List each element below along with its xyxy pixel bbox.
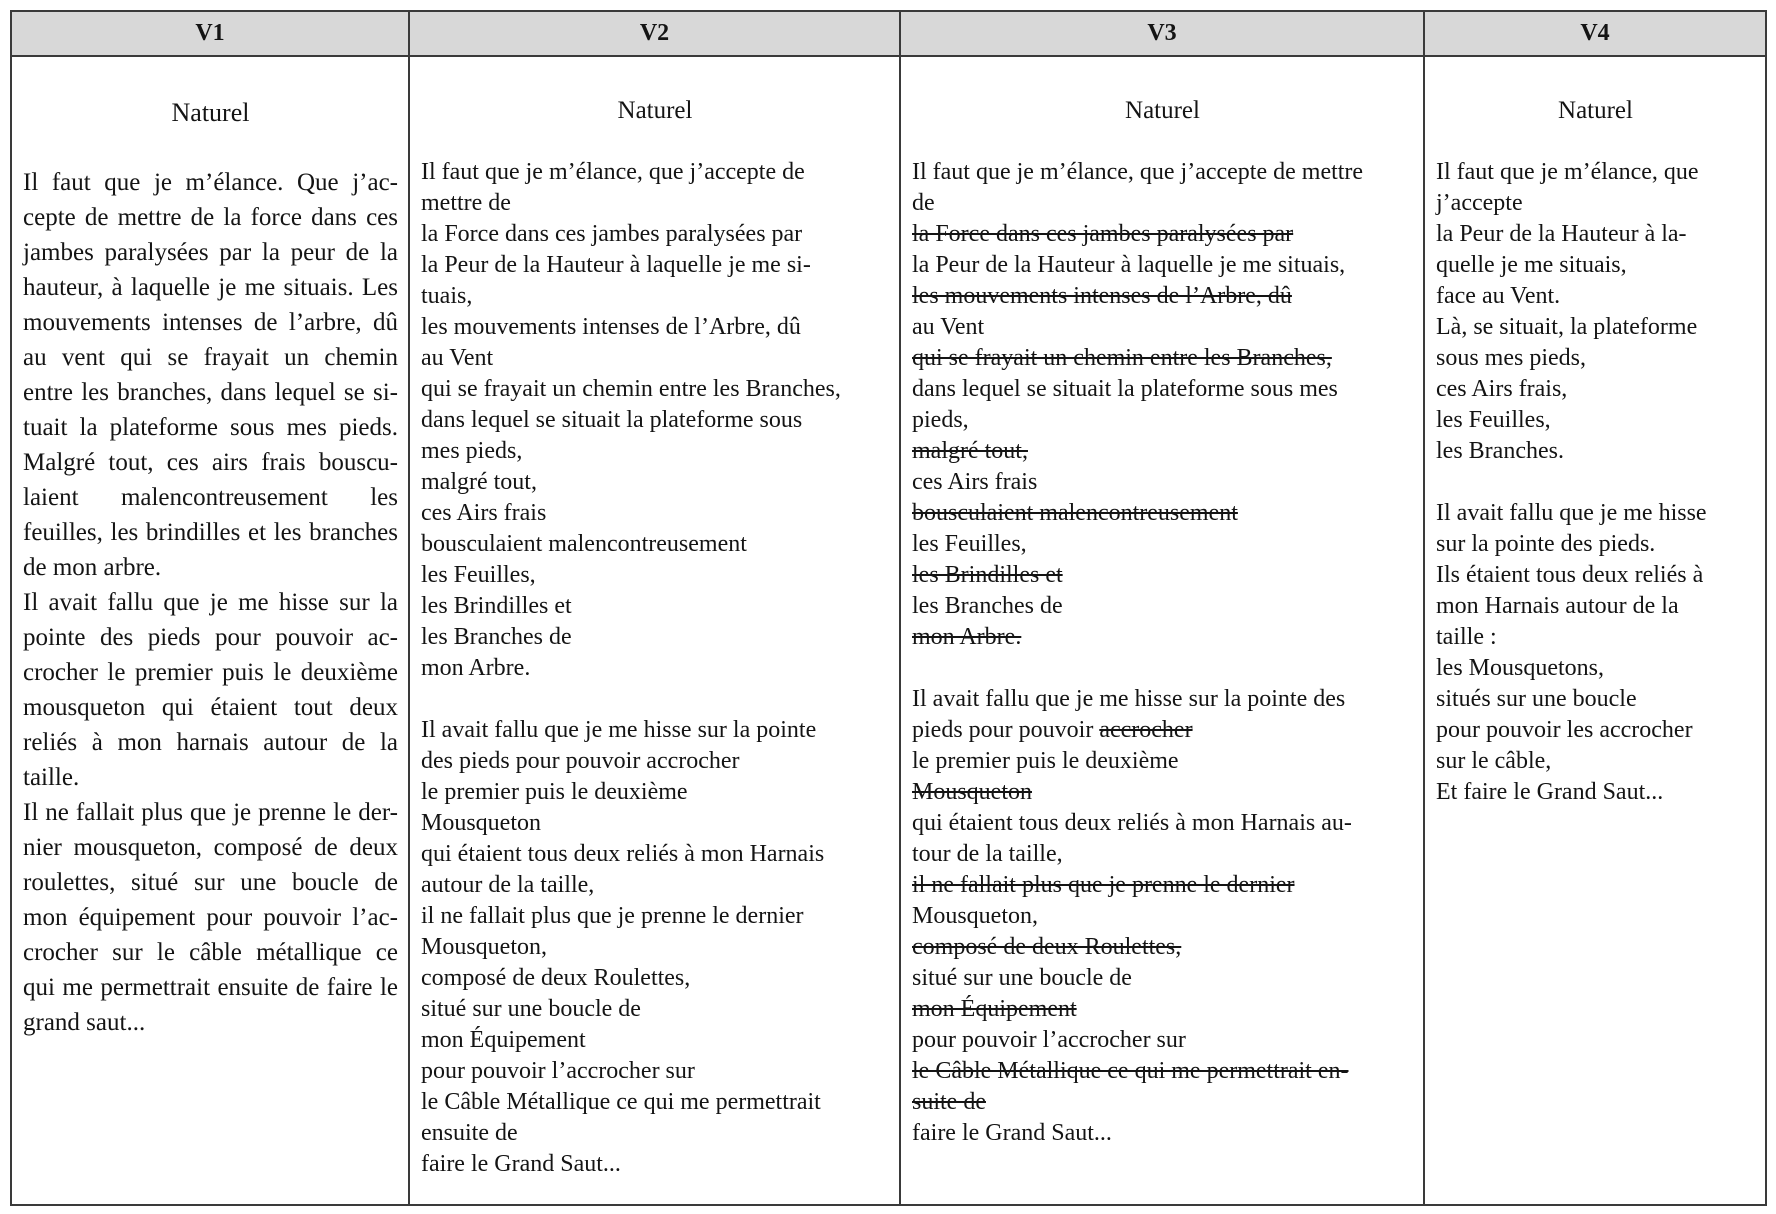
text-line: [1436, 591, 1755, 622]
text-line: [23, 270, 398, 305]
text-segment: au Vent: [421, 345, 494, 371]
text-segment: les Mousquetons,: [1436, 655, 1604, 681]
text-line: [912, 1087, 1413, 1118]
text-line: [23, 725, 398, 760]
text-segment: cepte de mettre de la force dans ces: [23, 204, 398, 231]
text-segment: Il avait fallu que je me hisse sur la pointe des: [912, 686, 1346, 712]
text-line: [1436, 684, 1755, 715]
text-line: [421, 157, 889, 188]
struck-text: composé de deux Roulettes,: [912, 934, 1182, 960]
text-line: [421, 1118, 889, 1149]
text-line: [421, 405, 889, 436]
text-segment: tuait la plateforme sous mes pieds.: [23, 414, 398, 441]
text-line: [23, 900, 398, 935]
text-line: [1436, 715, 1755, 746]
text-segment: qui étaient tous deux reliés à mon Harnais: [421, 841, 825, 867]
text-segment: de mon arbre.: [23, 554, 162, 581]
text-line: [23, 760, 398, 795]
text-segment: malgré tout,: [421, 469, 537, 495]
text-line: [421, 746, 889, 777]
text-segment: ces Airs frais: [912, 469, 1038, 495]
text-line: [421, 188, 889, 219]
text-segment: autour de la taille,: [421, 872, 595, 898]
text-segment: mes pieds,: [421, 438, 523, 464]
text-segment: situé sur une boucle de: [912, 965, 1132, 991]
text-segment: faire le Grand Saut...: [912, 1120, 1112, 1146]
text-line: [23, 235, 398, 270]
text-segment: mouvements intenses de l’arbre, dû: [23, 309, 398, 336]
text-segment: grand saut...: [23, 1009, 146, 1036]
text-line: [421, 343, 889, 374]
text-line: [1436, 157, 1755, 188]
text-line: [421, 281, 889, 312]
text-line: [23, 970, 398, 1005]
text-line: [912, 777, 1413, 808]
text-line: [1436, 343, 1755, 374]
text-line: [912, 684, 1413, 715]
text-segment: crocher le premier puis le deuxième: [23, 659, 398, 686]
blank-line: [1436, 467, 1755, 498]
text-line: [421, 963, 889, 994]
text-line: [421, 994, 889, 1025]
text-line: [23, 550, 398, 585]
text-line: [912, 219, 1413, 250]
text-line: [421, 622, 889, 653]
text-segment: j’accepte: [1436, 190, 1523, 216]
text-segment: mettre de: [421, 190, 511, 216]
text-segment: pour pouvoir l’accrocher sur: [421, 1058, 695, 1084]
text-segment: tour de la taille,: [912, 841, 1063, 867]
text-segment: les Brindilles et: [421, 593, 572, 619]
struck-text: les Brindilles et: [912, 562, 1063, 588]
version-comparison-table: [10, 10, 1767, 1206]
text-line: [421, 467, 889, 498]
text-line: [421, 839, 889, 870]
struck-text: suite de: [912, 1089, 986, 1115]
struck-text: mon Équipement: [912, 996, 1077, 1022]
text-line: [421, 436, 889, 467]
text-line: [23, 830, 398, 865]
text-segment: pieds pour pouvoir: [912, 717, 1100, 743]
text-segment: qui étaient tous deux reliés à mon Harnais au-: [912, 810, 1352, 836]
text-line: [23, 655, 398, 690]
text-line: [1436, 653, 1755, 684]
text-line: [1436, 219, 1755, 250]
text-segment: nier mousqueton, composé de deux: [23, 834, 398, 861]
text-line: [912, 591, 1413, 622]
text-segment: dans lequel se situait la plateforme sous: [421, 407, 803, 433]
text-line: [1436, 250, 1755, 281]
text-line: [912, 901, 1413, 932]
text-segment: situé sur une boucle de: [421, 996, 641, 1022]
text-line: [912, 498, 1413, 529]
text-line: [912, 188, 1413, 219]
text-segment: crocher sur le câble métallique ce: [23, 939, 398, 966]
text-line: [912, 622, 1413, 653]
text-line: [912, 405, 1413, 436]
text-line: [421, 653, 889, 684]
text-segment: situés sur une boucle: [1436, 686, 1637, 712]
text-segment: jambes paralysées par la peur de la: [23, 239, 398, 266]
text-segment: face au Vent.: [1436, 283, 1561, 309]
text-segment: les Feuilles,: [421, 562, 536, 588]
text-line: [421, 932, 889, 963]
text-line: [23, 200, 398, 235]
text-line: [421, 777, 889, 808]
text-segment: Il faut que je m’élance, que: [1436, 159, 1699, 185]
text-segment: entre les branches, dans lequel se si-: [23, 379, 398, 406]
text-line: [421, 529, 889, 560]
column-cell-v3: [901, 57, 1425, 1204]
text-line: [421, 715, 889, 746]
text-segment: Il avait fallu que je me hisse sur la: [23, 589, 398, 616]
text-segment: Il ne fallait plus que je prenne le der-: [23, 799, 398, 826]
text-line: [421, 901, 889, 932]
column-header-v1: V1: [12, 12, 410, 57]
text-line: [912, 281, 1413, 312]
text-line: [1436, 281, 1755, 312]
text-segment: sur la pointe des pieds.: [1436, 531, 1656, 557]
blank-line: [912, 653, 1413, 684]
text-segment: qui me permettrait ensuite de faire le: [23, 974, 398, 1001]
text-line: [1436, 436, 1755, 467]
text-line: [912, 839, 1413, 870]
text-segment: Malgré tout, ces airs frais bouscu-: [23, 449, 398, 476]
text-segment: Il faut que je m’élance. Que j’ac-: [23, 169, 398, 196]
text-segment: roulettes, situé sur une boucle de: [23, 869, 398, 896]
struck-text: accrocher: [1099, 717, 1193, 743]
column-header-v3: V3: [901, 12, 1425, 57]
struck-text: il ne fallait plus que je prenne le dernier: [912, 872, 1295, 898]
text-segment: quelle je me situais,: [1436, 252, 1627, 278]
text-segment: laient malencontreusement les: [23, 484, 398, 511]
text-segment: les Branches de: [912, 593, 1063, 619]
text-line: [1436, 777, 1755, 808]
text-line: [421, 250, 889, 281]
text-line: [23, 375, 398, 410]
column-header-v2: V2: [410, 12, 901, 57]
text-segment: sous mes pieds,: [1436, 345, 1586, 371]
column-title: Naturel: [1558, 97, 1633, 124]
text-line: [23, 865, 398, 900]
text-segment: mon Arbre.: [421, 655, 531, 681]
text-segment: mon Équipement: [421, 1027, 586, 1053]
text-segment: le premier puis le deuxième: [912, 748, 1179, 774]
text-segment: les Feuilles,: [1436, 407, 1551, 433]
text-line: [1436, 374, 1755, 405]
text-segment: les Branches de: [421, 624, 572, 650]
text-line: [1436, 405, 1755, 436]
text-line: [23, 410, 398, 445]
text-segment: pieds,: [912, 407, 969, 433]
text-line: [912, 529, 1413, 560]
text-segment: pour pouvoir les accrocher: [1436, 717, 1693, 743]
text-segment: Et faire le Grand Saut...: [1436, 779, 1664, 805]
text-segment: ces Airs frais,: [1436, 376, 1568, 402]
text-line: [421, 1056, 889, 1087]
text-segment: faire le Grand Saut...: [421, 1151, 621, 1177]
text-segment: ces Airs frais: [421, 500, 547, 526]
text-line: [912, 808, 1413, 839]
text-segment: composé de deux Roulettes,: [421, 965, 691, 991]
text-segment: Il faut que je m’élance, que j’accepte de: [421, 159, 805, 185]
text-segment: de: [912, 190, 935, 216]
text-line: [421, 374, 889, 405]
text-line: [912, 436, 1413, 467]
text-segment: tuais,: [421, 283, 473, 309]
text-segment: les mouvements intenses de l’Arbre, dû: [421, 314, 801, 340]
text-line: [912, 312, 1413, 343]
text-line: [912, 1118, 1413, 1149]
text-line: [912, 715, 1413, 746]
struck-text: la Force dans ces jambes paralysées par: [912, 221, 1294, 247]
text-line: [23, 935, 398, 970]
text-line: [1436, 498, 1755, 529]
text-line: [23, 445, 398, 480]
column-title: Naturel: [171, 98, 250, 127]
text-line: [23, 795, 398, 830]
text-line: [912, 1025, 1413, 1056]
text-line: [912, 157, 1413, 188]
text-line: [912, 467, 1413, 498]
text-line: [23, 690, 398, 725]
text-segment: le Câble Métallique ce qui me permettrait: [421, 1089, 821, 1115]
text-segment: Mousqueton: [421, 810, 541, 836]
text-line: [912, 994, 1413, 1025]
struck-text: bousculaient malencontreusement: [912, 500, 1238, 526]
text-segment: la Peur de la Hauteur à laquelle je me situais,: [912, 252, 1346, 278]
text-line: [912, 343, 1413, 374]
column-title: Naturel: [1125, 97, 1200, 124]
text-line: [23, 1005, 398, 1040]
text-line: [23, 480, 398, 515]
text-line: [912, 963, 1413, 994]
struck-text: mon Arbre.: [912, 624, 1022, 650]
text-segment: Là, se situait, la plateforme: [1436, 314, 1698, 340]
text-segment: dans lequel se situait la plateforme sous mes: [912, 376, 1338, 402]
text-line: [1436, 746, 1755, 777]
column-cell-v2: [410, 57, 901, 1204]
text-segment: la Peur de la Hauteur à laquelle je me si-: [421, 252, 811, 278]
struck-text: qui se frayait un chemin entre les Branches,: [912, 345, 1332, 371]
struck-text: les mouvements intenses de l’Arbre, dû: [912, 283, 1292, 309]
text-line: [421, 1087, 889, 1118]
struck-text: Mousqueton: [912, 779, 1032, 805]
text-segment: mousqueton qui étaient tout deux: [23, 694, 398, 721]
text-line: [912, 250, 1413, 281]
text-segment: les Feuilles,: [912, 531, 1027, 557]
text-segment: ensuite de: [421, 1120, 518, 1146]
text-line: [421, 498, 889, 529]
column-header-v4: V4: [1425, 12, 1765, 57]
column-title: Naturel: [617, 97, 693, 124]
text-line: [23, 515, 398, 550]
text-segment: la Peur de la Hauteur à la-: [1436, 221, 1687, 247]
struck-text: malgré tout,: [912, 438, 1028, 464]
blank-line: [421, 684, 889, 715]
text-line: [421, 560, 889, 591]
text-line: [421, 1025, 889, 1056]
text-segment: pour pouvoir l’accrocher sur: [912, 1027, 1186, 1053]
text-segment: Il avait fallu que je me hisse sur la pointe: [421, 717, 817, 743]
text-line: [421, 870, 889, 901]
text-segment: il ne fallait plus que je prenne le dernier: [421, 903, 804, 929]
text-line: [23, 585, 398, 620]
text-line: [23, 620, 398, 655]
text-segment: taille :: [1436, 624, 1497, 650]
text-segment: au vent qui se frayait un chemin: [23, 344, 398, 371]
text-line: [1436, 312, 1755, 343]
text-line: [421, 1149, 889, 1180]
text-line: [912, 932, 1413, 963]
text-segment: Ils étaient tous deux reliés à: [1436, 562, 1704, 588]
text-segment: les Branches.: [1436, 438, 1564, 464]
text-segment: Mousqueton,: [912, 903, 1038, 929]
text-segment: la Force dans ces jambes paralysées par: [421, 221, 803, 247]
text-line: [421, 219, 889, 250]
text-line: [1436, 622, 1755, 653]
text-segment: qui se frayait un chemin entre les Branches,: [421, 376, 841, 402]
text-segment: pointe des pieds pour pouvoir ac-: [23, 624, 398, 651]
text-line: [23, 305, 398, 340]
text-segment: Mousqueton,: [421, 934, 547, 960]
text-line: [912, 374, 1413, 405]
text-line: [912, 870, 1413, 901]
text-segment: Il faut que je m’élance, que j’accepte de mettre: [912, 159, 1364, 185]
text-line: [23, 165, 398, 200]
text-line: [421, 312, 889, 343]
text-segment: reliés à mon harnais autour de la: [23, 729, 398, 756]
column-cell-v4: [1425, 57, 1765, 1204]
column-cell-v1: [12, 57, 410, 1204]
text-segment: taille.: [23, 764, 80, 791]
text-segment: mon équipement pour pouvoir l’ac-: [23, 904, 398, 931]
text-segment: feuilles, les brindilles et les branches: [23, 519, 398, 546]
text-segment: des pieds pour pouvoir accrocher: [421, 748, 740, 774]
text-segment: hauteur, à laquelle je me situais. Les: [23, 274, 398, 301]
text-line: [1436, 188, 1755, 219]
text-segment: mon Harnais autour de la: [1436, 593, 1679, 619]
text-line: [912, 560, 1413, 591]
text-line: [421, 808, 889, 839]
text-line: [912, 746, 1413, 777]
text-line: [1436, 529, 1755, 560]
text-segment: sur le câble,: [1436, 748, 1552, 774]
text-line: [23, 340, 398, 375]
text-segment: bousculaient malencontreusement: [421, 531, 747, 557]
text-line: [1436, 560, 1755, 591]
text-line: [912, 1056, 1413, 1087]
text-line: [421, 591, 889, 622]
text-segment: Il avait fallu que je me hisse: [1436, 500, 1707, 526]
struck-text: le Câble Métallique ce qui me permettrait en-: [912, 1058, 1349, 1084]
text-segment: au Vent: [912, 314, 985, 340]
text-segment: le premier puis le deuxième: [421, 779, 688, 805]
